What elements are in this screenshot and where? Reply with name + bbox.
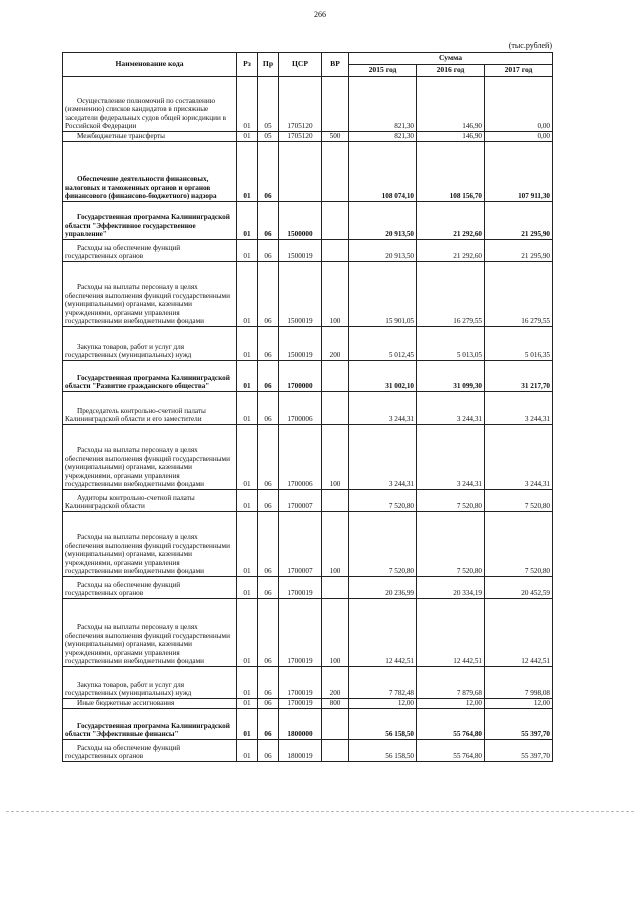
table-row — [63, 392, 553, 425]
cell-y2015: 108 074,10 — [349, 142, 417, 202]
cell-y2015: 12 442,51 — [349, 599, 417, 667]
cell-vr: 100 — [322, 599, 349, 667]
cell-pr: 06 — [258, 142, 279, 202]
cell-y2015: 20 913,50 — [349, 240, 417, 262]
units-label: (тыс.рублей) — [508, 41, 552, 50]
cell-pr: 06 — [258, 240, 279, 262]
cell-y2016: 55 764,80 — [417, 709, 485, 740]
cell-vr — [322, 740, 349, 762]
table-row — [63, 361, 553, 392]
cell-rz: 01 — [237, 425, 258, 490]
cell-rz: 01 — [237, 240, 258, 262]
cell-pr: 06 — [258, 599, 279, 667]
cell-csr: 1700019 — [279, 699, 322, 709]
cell-vr: 100 — [322, 512, 349, 577]
cell-y2017: 107 911,30 — [485, 142, 553, 202]
cell-csr: 1700019 — [279, 599, 322, 667]
cell-rz: 01 — [237, 577, 258, 599]
cell-csr: 1500019 — [279, 240, 322, 262]
header-row — [63, 53, 553, 65]
header-sum: Сумма — [349, 53, 553, 65]
cell-pr: 06 — [258, 699, 279, 709]
cell-csr: 1705120 — [279, 132, 322, 142]
cell-y2017: 55 397,70 — [485, 709, 553, 740]
cell-y2017: 5 016,35 — [485, 327, 553, 361]
cell-name: Расходы на выплаты персоналу в целях обеспечения выполнения функций государственными (муниципальными) органами, казенными учреждениями, органами управления государственными внебюджетными фондами — [63, 425, 237, 490]
page-number: 266 — [314, 10, 326, 19]
cell-y2016: 21 292,60 — [417, 202, 485, 240]
cell-y2017: 31 217,70 — [485, 361, 553, 392]
table-row — [63, 490, 553, 512]
table-row — [63, 699, 553, 709]
cell-vr: 500 — [322, 132, 349, 142]
table-body — [63, 77, 553, 762]
cell-vr — [322, 709, 349, 740]
cell-y2015: 7 782,48 — [349, 667, 417, 699]
table-row — [63, 132, 553, 142]
cell-rz: 01 — [237, 262, 258, 327]
cell-y2017: 3 244,31 — [485, 392, 553, 425]
cell-vr — [322, 361, 349, 392]
cell-rz: 01 — [237, 142, 258, 202]
cell-vr — [322, 77, 349, 132]
cell-y2016: 20 334,19 — [417, 577, 485, 599]
cell-y2015: 12,00 — [349, 699, 417, 709]
cell-name: Иные бюджетные ассигнования — [63, 699, 237, 709]
cell-y2017: 21 295,90 — [485, 202, 553, 240]
cell-name: Обеспечение деятельности финансовых, налоговых и таможенных органов и органов финансового (финансово-бюджетного) надзора — [63, 142, 237, 202]
cell-vr: 200 — [322, 327, 349, 361]
cell-name: Председатель контрольно-счетной палаты Калининградской области и его заместители — [63, 392, 237, 425]
table-row — [63, 667, 553, 699]
cell-y2015: 20 913,50 — [349, 202, 417, 240]
cell-csr: 1705120 — [279, 77, 322, 132]
cell-csr: 1700019 — [279, 577, 322, 599]
cell-csr: 1500000 — [279, 202, 322, 240]
cell-y2015: 821,30 — [349, 132, 417, 142]
cell-y2015: 3 244,31 — [349, 425, 417, 490]
cell-y2015: 7 520,80 — [349, 490, 417, 512]
cell-vr — [322, 577, 349, 599]
cell-y2016: 146,90 — [417, 77, 485, 132]
cell-y2017: 7 998,08 — [485, 667, 553, 699]
cell-y2017: 0,00 — [485, 132, 553, 142]
cell-vr: 100 — [322, 262, 349, 327]
cell-y2017: 7 520,80 — [485, 490, 553, 512]
cell-y2016: 16 279,55 — [417, 262, 485, 327]
cell-y2015: 20 236,99 — [349, 577, 417, 599]
cell-vr — [322, 202, 349, 240]
table-row — [63, 77, 553, 132]
cell-csr: 1500019 — [279, 327, 322, 361]
cell-csr: 1800019 — [279, 740, 322, 762]
cell-y2017: 20 452,59 — [485, 577, 553, 599]
cell-csr: 1700006 — [279, 425, 322, 490]
cell-name: Расходы на выплаты персоналу в целях обеспечения выполнения функций государственными (муниципальными) органами, казенными учреждениями, органами управления государственными внебюджетными фондами — [63, 262, 237, 327]
cell-csr: 1800000 — [279, 709, 322, 740]
cell-pr: 06 — [258, 202, 279, 240]
header-vr: ВР — [322, 53, 349, 77]
cell-y2015: 56 158,50 — [349, 709, 417, 740]
cell-y2016: 146,90 — [417, 132, 485, 142]
cell-y2017: 21 295,90 — [485, 240, 553, 262]
cell-y2016: 55 764,80 — [417, 740, 485, 762]
table-row — [63, 240, 553, 262]
cell-csr — [279, 142, 322, 202]
cell-name: Расходы на выплаты персоналу в целях обеспечения выполнения функций государственными (муниципальными) органами, казенными учреждениями, органами управления государственными внебюджетными фондами — [63, 512, 237, 577]
cell-vr: 800 — [322, 699, 349, 709]
cell-pr: 06 — [258, 262, 279, 327]
cell-name: Расходы на выплаты персоналу в целях обеспечения выполнения функций государственными (муниципальными) органами, казенными учреждениями, органами управления государственными внебюджетными фондами — [63, 599, 237, 667]
cell-y2017: 12,00 — [485, 699, 553, 709]
cell-rz: 01 — [237, 361, 258, 392]
cell-pr: 06 — [258, 392, 279, 425]
cell-y2017: 55 397,70 — [485, 740, 553, 762]
cell-y2017: 0,00 — [485, 77, 553, 132]
cell-rz: 01 — [237, 667, 258, 699]
header-rz: Рз — [237, 53, 258, 77]
table-row — [63, 327, 553, 361]
cell-y2017: 12 442,51 — [485, 599, 553, 667]
table-row — [63, 599, 553, 667]
cell-y2016: 7 520,80 — [417, 490, 485, 512]
cell-y2017: 3 244,31 — [485, 425, 553, 490]
cell-y2016: 5 013,05 — [417, 327, 485, 361]
cell-rz: 01 — [237, 132, 258, 142]
cell-pr: 05 — [258, 77, 279, 132]
cell-rz: 01 — [237, 392, 258, 425]
cell-vr: 100 — [322, 425, 349, 490]
cell-rz: 01 — [237, 77, 258, 132]
cell-rz: 01 — [237, 699, 258, 709]
cell-y2016: 108 156,70 — [417, 142, 485, 202]
cell-y2015: 31 002,10 — [349, 361, 417, 392]
scan-edge-divider — [6, 811, 634, 812]
cell-y2016: 21 292,60 — [417, 240, 485, 262]
cell-name: Расходы на обеспечение функций государственных органов — [63, 240, 237, 262]
budget-table — [62, 52, 553, 762]
table-row — [63, 577, 553, 599]
cell-pr: 06 — [258, 709, 279, 740]
cell-rz: 01 — [237, 512, 258, 577]
cell-name: Аудиторы контрольно-счетной палаты Калининградской области — [63, 490, 237, 512]
cell-csr: 1700007 — [279, 490, 322, 512]
cell-y2016: 7 879,68 — [417, 667, 485, 699]
cell-name: Расходы на обеспечение функций государственных органов — [63, 577, 237, 599]
cell-y2016: 31 099,30 — [417, 361, 485, 392]
header-name: Наименование кода — [63, 53, 237, 77]
cell-y2017: 16 279,55 — [485, 262, 553, 327]
cell-csr: 1500019 — [279, 262, 322, 327]
cell-rz: 01 — [237, 740, 258, 762]
cell-y2015: 5 012,45 — [349, 327, 417, 361]
cell-vr: 200 — [322, 667, 349, 699]
cell-rz: 01 — [237, 599, 258, 667]
cell-y2015: 7 520,80 — [349, 512, 417, 577]
cell-name: Закупка товаров, работ и услуг для государственных (муниципальных) нужд — [63, 667, 237, 699]
header-2015: 2015 год — [349, 65, 417, 77]
cell-y2016: 3 244,31 — [417, 425, 485, 490]
cell-csr: 1700007 — [279, 512, 322, 577]
cell-name: Межбюджетные трансферты — [63, 132, 237, 142]
cell-vr — [322, 392, 349, 425]
header-2016: 2016 год — [417, 65, 485, 77]
cell-csr: 1700006 — [279, 392, 322, 425]
cell-vr — [322, 490, 349, 512]
cell-y2016: 12 442,51 — [417, 599, 485, 667]
cell-name: Государственная программа Калининградской области "Развитие гражданского общества" — [63, 361, 237, 392]
table-row — [63, 202, 553, 240]
header-pr: Пр — [258, 53, 279, 77]
cell-y2017: 7 520,80 — [485, 512, 553, 577]
cell-csr: 1700000 — [279, 361, 322, 392]
cell-y2016: 3 244,31 — [417, 392, 485, 425]
cell-y2015: 3 244,31 — [349, 392, 417, 425]
cell-vr — [322, 142, 349, 202]
cell-rz: 01 — [237, 327, 258, 361]
table-row — [63, 512, 553, 577]
cell-y2016: 12,00 — [417, 699, 485, 709]
cell-name: Государственная программа Калининградской области "Эффективные финансы" — [63, 709, 237, 740]
cell-pr: 06 — [258, 667, 279, 699]
cell-pr: 06 — [258, 425, 279, 490]
cell-y2016: 7 520,80 — [417, 512, 485, 577]
table-row — [63, 709, 553, 740]
header-2017: 2017 год — [485, 65, 553, 77]
cell-y2015: 56 158,50 — [349, 740, 417, 762]
cell-pr: 06 — [258, 361, 279, 392]
cell-vr — [322, 240, 349, 262]
cell-rz: 01 — [237, 202, 258, 240]
cell-name: Государственная программа Калининградской области "Эффективное государственное управление" — [63, 202, 237, 240]
cell-y2015: 15 901,05 — [349, 262, 417, 327]
table-row — [63, 262, 553, 327]
cell-y2015: 821,30 — [349, 77, 417, 132]
table-row — [63, 740, 553, 762]
cell-pr: 05 — [258, 132, 279, 142]
cell-csr: 1700019 — [279, 667, 322, 699]
cell-pr: 06 — [258, 512, 279, 577]
cell-pr: 06 — [258, 740, 279, 762]
cell-pr: 06 — [258, 490, 279, 512]
cell-rz: 01 — [237, 709, 258, 740]
header-csr: ЦСР — [279, 53, 322, 77]
cell-pr: 06 — [258, 577, 279, 599]
cell-name: Закупка товаров, работ и услуг для государственных (муниципальных) нужд — [63, 327, 237, 361]
table-row — [63, 142, 553, 202]
table-row — [63, 425, 553, 490]
cell-pr: 06 — [258, 327, 279, 361]
cell-name: Осуществление полномочий по составлению (изменению) списков кандидатов в присяжные заседатели федеральных судов общей юрисдикции в Российской Федерации — [63, 77, 237, 132]
cell-rz: 01 — [237, 490, 258, 512]
cell-name: Расходы на обеспечение функций государственных органов — [63, 740, 237, 762]
